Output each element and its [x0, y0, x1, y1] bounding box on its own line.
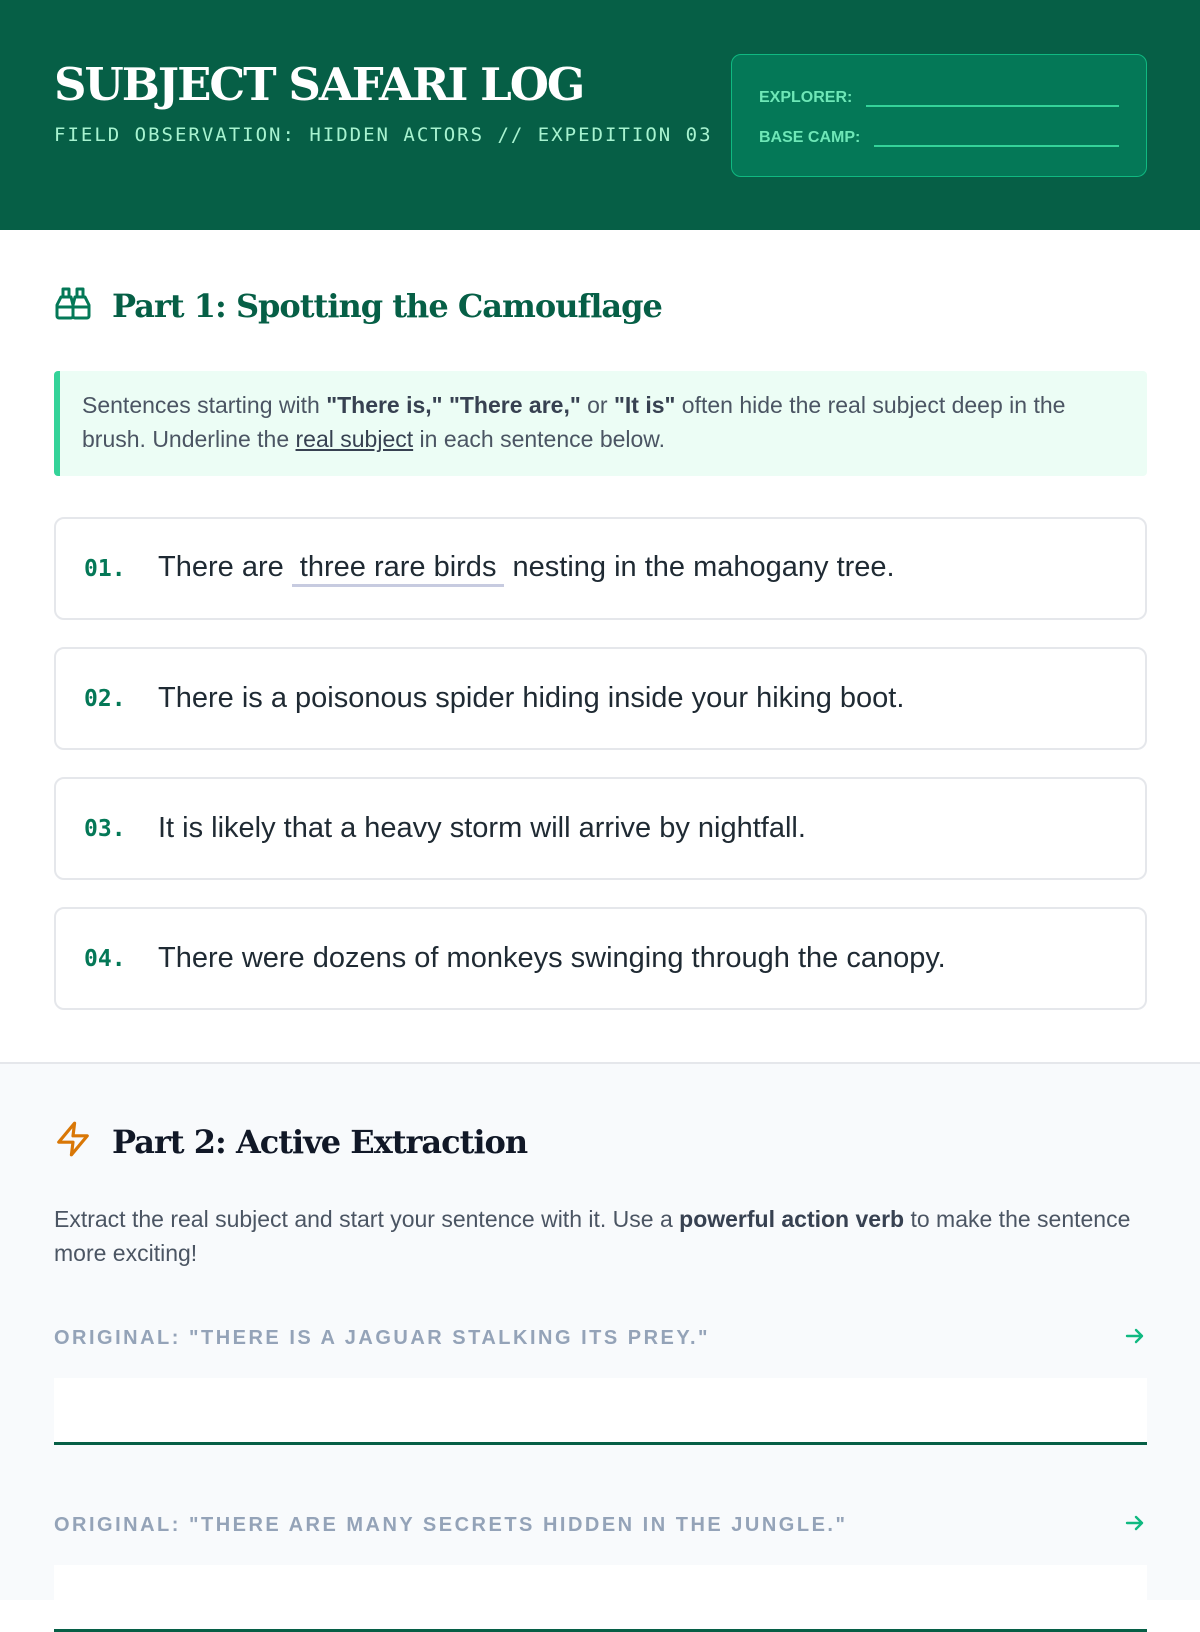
explorer-input-line[interactable]	[866, 89, 1119, 107]
sentence-text-part: nesting in the mahogany tree.	[504, 551, 895, 583]
part1-heading: Part 1: Spotting the Camouflage	[112, 286, 662, 325]
instructions-text: or	[580, 392, 614, 418]
sentence-item[interactable]	[54, 647, 1147, 750]
instructions-text: Extract the real subject and start your sentence with it. Use a	[54, 1206, 680, 1232]
base-camp-label: BASE CAMP:	[759, 129, 861, 146]
part1-section	[0, 230, 1200, 1064]
instructions-bold-verb: powerful action verb	[679, 1206, 905, 1232]
lightning-icon	[54, 1120, 92, 1163]
instructions-text: in each sentence below.	[413, 426, 666, 452]
instructions-text: often hide the real subject deep in the brush. Underline the	[82, 392, 1066, 452]
arrow-right-icon	[1123, 1511, 1147, 1540]
instructions-bold-it-is: "It is"	[613, 392, 676, 418]
original-sentence-label: ORIGINAL: "THERE ARE MANY SECRETS HIDDEN IN THE JUNGLE."	[54, 1513, 848, 1536]
rewrite-answer-field[interactable]	[54, 1565, 1147, 1632]
base-camp-field	[759, 123, 1119, 147]
original-sentence-prompt	[54, 1510, 1147, 1540]
page-header	[0, 0, 1200, 230]
page-title: SUBJECT SAFARI LOG	[54, 58, 584, 111]
sentence-text: There is a poisonous spider hiding inside your hiking boot.	[158, 682, 905, 714]
sentence-text-part: There are	[158, 551, 292, 583]
instructions-text: Sentences starting with	[82, 392, 327, 418]
page-subtitle: FIELD OBSERVATION: HIDDEN ACTORS // EXPEDITION 03	[54, 124, 713, 146]
item-number: 03.	[84, 815, 126, 842]
sentence-item[interactable]	[54, 777, 1147, 880]
instructions-text: to make the sentence more exciting!	[54, 1206, 1131, 1266]
rewrite-answer-field[interactable]	[54, 1378, 1147, 1445]
explorer-label: EXPLORER:	[759, 89, 853, 106]
explorer-field	[759, 83, 1119, 107]
part2-header	[54, 1120, 527, 1163]
item-number: 02.	[84, 685, 126, 712]
instructions-callout	[54, 371, 1147, 476]
part2-instructions	[54, 1202, 1147, 1270]
original-sentence-label: ORIGINAL: "THERE IS A JAGUAR STALKING ITS PREY."	[54, 1326, 711, 1349]
base-camp-input-line[interactable]	[874, 129, 1119, 147]
part2-section	[0, 1064, 1200, 1600]
binoculars-icon	[54, 286, 92, 325]
sentence-item[interactable]	[54, 907, 1147, 1010]
underlined-subject: three rare birds	[292, 550, 505, 587]
item-number: 01.	[84, 555, 126, 582]
sentence-text	[158, 550, 895, 587]
arrow-right-icon	[1123, 1324, 1147, 1353]
part2-heading: Part 2: Active Extraction	[112, 1122, 528, 1161]
instructions-bold-there: "There is," "There are,"	[326, 392, 581, 418]
item-number: 04.	[84, 945, 126, 972]
sentence-item[interactable]	[54, 517, 1147, 620]
explorer-info-card	[731, 54, 1147, 177]
original-sentence-prompt	[54, 1323, 1147, 1353]
instructions-underlined-term: real subject	[295, 426, 414, 452]
sentence-text: There were dozens of monkeys swinging through the canopy.	[158, 942, 946, 974]
sentence-text: It is likely that a heavy storm will arrive by nightfall.	[158, 812, 806, 844]
part1-header	[54, 286, 662, 325]
